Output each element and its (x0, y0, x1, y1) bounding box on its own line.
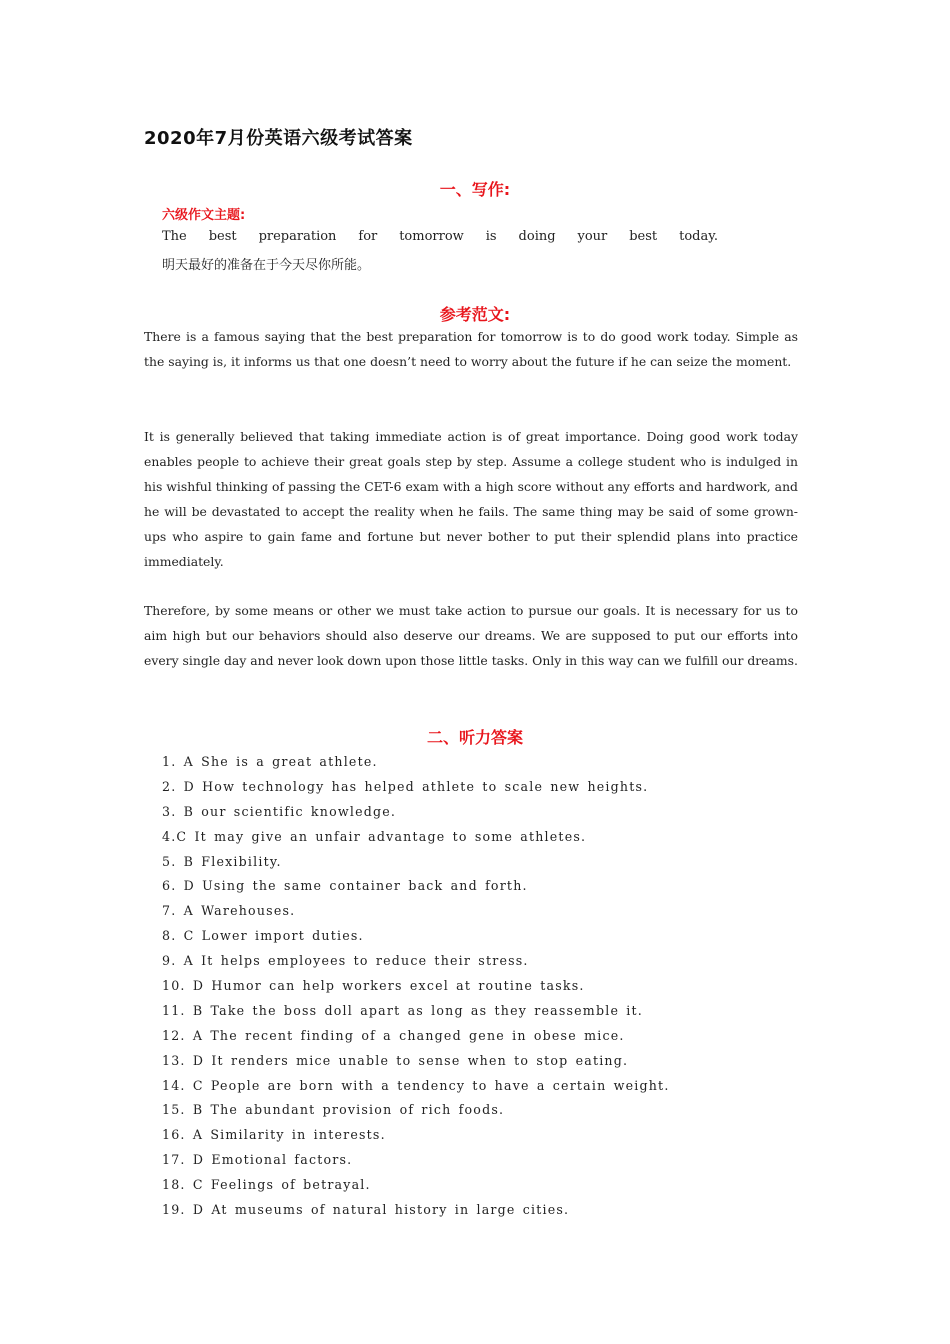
essay-paragraph-1: There is a famous saying that the best preparation for tomorrow is to do good work today. Simple as the saying is, it informs us that one doesn’t need to worry about the future if he can seize the moment. (144, 329, 798, 369)
answer-item: 18. C Feelings of betrayal. (162, 1177, 371, 1193)
topic-word: best (629, 229, 658, 244)
writing-section-heading: 一、写作: (439, 180, 511, 199)
answer-item: 15. B The abundant provision of rich foods. (162, 1102, 505, 1118)
answer-item: 6. D Using the same container back and forth. (162, 878, 528, 894)
answer-item: 10. D Humor can help workers excel at routine tasks. (162, 978, 585, 994)
answer-item: 3. B our scientific knowledge. (162, 803, 397, 819)
answer-item: 14. C People are born with a tendency to have a certain weight. (162, 1077, 670, 1093)
essay-topic-chinese: 明天最好的准备在于今天尽你所能。 (162, 258, 371, 273)
document-title: 2020年7月份英语六级考试答案 (144, 128, 413, 149)
answer-item: 2. D How technology has helped athlete to scale new heights. (162, 778, 649, 794)
answer-item: 7. A Warehouses. (162, 903, 296, 919)
topic-word: today. (679, 229, 718, 244)
topic-word: for (358, 229, 378, 244)
answer-item: 8. C Lower import duties. (162, 928, 364, 944)
essay-paragraph-2: It is generally believed that taking immediate action is of great importance. Doing good work today enables people to achieve their great goals step by step. Assume a college student who is indulged in his wishful thinking of passing the CET-6 exam with a high score without any efforts and hardwork, and he will be devastated to accept the reality when he fails. The same thing may be said of some grown-ups who aspire to gain fame and fortune but never bother to put their splendid plans into practice immediately. (144, 429, 798, 569)
essay-paragraph-3: Therefore, by some means or other we must take action to pursue our goals. It is necessary for us to aim high but our behaviors should also deserve our dreams. We are supposed to put our efforts into every single day and never look down upon those little tasks. Only in this way can we fulfill our dreams. (144, 603, 798, 668)
sample-essay-heading: 参考范文: (439, 305, 511, 324)
essay-topic-label: 六级作文主题: (162, 208, 246, 223)
topic-word: tomorrow (399, 229, 464, 244)
answer-item: 4.C It may give an unfair advantage to some athletes. (162, 828, 587, 844)
listening-answer-list (162, 750, 670, 1223)
topic-word: your (577, 229, 608, 244)
answer-item: 17. D Emotional factors. (162, 1152, 353, 1168)
topic-word: preparation (258, 229, 337, 244)
answer-item: 13. D It renders mice unable to sense when to stop eating. (162, 1052, 629, 1068)
answer-item: 12. A The recent finding of a changed gene in obese mice. (162, 1027, 625, 1043)
answer-item: 19. D At museums of natural history in large cities. (162, 1202, 570, 1218)
topic-word: doing (518, 229, 556, 244)
answer-item: 1. A She is a great athlete. (162, 754, 378, 769)
answer-item: 5. B Flexibility. (162, 853, 282, 869)
answer-item: 16. A Similarity in interests. (162, 1127, 386, 1143)
essay-topic-english (162, 229, 718, 244)
topic-word: The (162, 229, 187, 244)
answer-item: 11. B Take the boss doll apart as long as they reassemble it. (162, 1002, 643, 1018)
answer-item: 9. A It helps employees to reduce their stress. (162, 953, 529, 969)
topic-word: best (208, 229, 237, 244)
listening-section-heading: 二、听力答案 (426, 728, 523, 747)
topic-word: is (485, 229, 497, 244)
